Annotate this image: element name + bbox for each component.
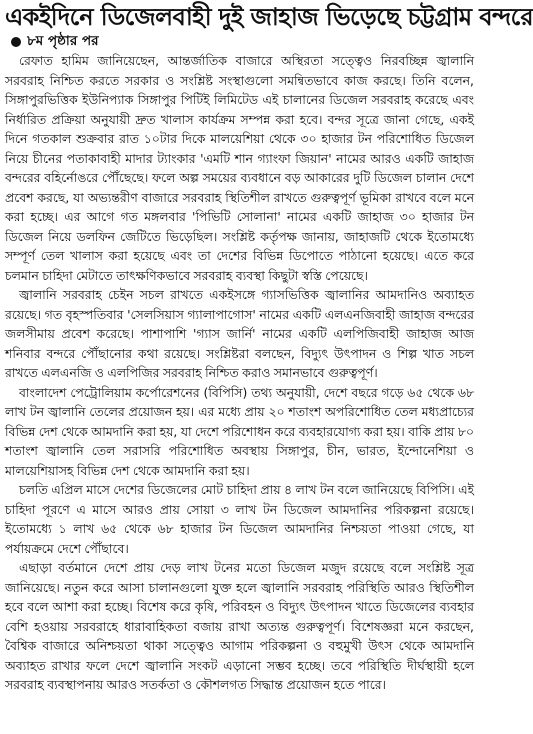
continued-from-label: ৮ম পৃষ্ঠার পর [27, 33, 99, 49]
paragraph: বাংলাদেশ পেট্রোলিয়াম কর্পোরেশনের (বিপিসি) তথ্য অনুযায়ী, দেশে বছরে গড়ে ৬৫ থেকে ৬৮ লাখ টন জ্বালানি তেলের প্রয়োজন হয়। এর মধ্যে প্রায় ২০ শতাংশ অপরিশোধিত তেল মধ্যপ্রাচ্যের বিভিন্ন দেশ থেকে আমদানি করা হয়, যা দেশে পরিশোধন করে ব্যবহারযোগ্য করা হয়। বাকি প্রায় ৮০ শতাংশ জ্বালানি তেল সরাসরি পরিশোধিত অবস্থায় সিঙ্গাপুর, চীন, ভারত, ইন্দোনেশিয়া ও মালয়েশিয়াসহ বিভিন্ন দেশ থেকে আমদানি করা হয়। [5, 384, 474, 478]
continued-from-line [11, 33, 474, 50]
paragraph: জ্বালানি সরবরাহ চেইন সচল রাখতে একইসঙ্গে গ্যাসভিত্তিক জ্বালানির আমদানিও অব্যাহত রয়েছে। গত বৃহস্পতিবার 'সেলসিয়াস গ্যালাপাগোস' নামের একটি এলএনজিবাহী জাহাজ বন্দরের জলসীমায় প্রবেশ করেছে। পাশাপাশি 'গ্যাস জার্নি' নামের একটি এলপিজিবাহী জাহাজ আজ শনিবার বন্দরে পৌঁছানোর কথা রয়েছে। সংশ্লিষ্টরা বলছেন, বিদ্যুৎ উৎপাদন ও শিল্প খাত সচল রাখতে এলএনজি ও এলপিজির সরবরাহ নিশ্চিত করাও সমানভাবে গুরুত্বপূর্ণ। [5, 287, 474, 380]
paragraph: চলতি এপ্রিল মাসে দেশের ডিজেলের মোট চাহিদা প্রায় ৪ লাখ টন বলে জানিয়েছে বিপিসি। এই চাহিদা পূরণে এ মাসে আরও প্রায় সোয়া ৩ লাখ টন ডিজেল আমদানির পরিকল্পনা রয়েছে। ইতোমধ্যে ১ লাখ ৬৫ থেকে ৬৮ হাজার টন ডিজেল আমদানির নিশ্চয়তা পাওয়া গেছে, যা পর্যায়ক্রমে দেশে পৌঁছাবে। [5, 482, 474, 556]
news-clipping [0, 2, 533, 734]
headline: একইদিনে ডিজেলবাহী দুই জাহাজ ভিড়েছে চট্টগ্রাম বন্দরে [5, 3, 533, 31]
bullet-icon [11, 37, 21, 47]
article-body [5, 51, 474, 695]
paragraph: এছাড়া বর্তমানে দেশে প্রায় দেড় লাখ টনের মতো ডিজেল মজুদ রয়েছে বলে সংশ্লিষ্ট সূত্র জানিয়েছে। নতুন করে আসা চালানগুলো যুক্ত হলে জ্বালানি সরবরাহ পরিস্থিতি আরও স্থিতিশীল হবে বলে আশা করা হচ্ছে। বিশেষ করে কৃষি, পরিবহন ও বিদ্যুৎ উৎপাদন খাতে ডিজেলের ব্যবহার বেশি হওয়ায় সরবরাহে ধারাবাহিকতা বজায় রাখা অত্যন্ত গুরুত্বপূর্ণ। বিশেষজ্ঞরা মনে করছেন, বৈশ্বিক বাজারে অনিশ্চয়তা থাকা সত্ত্বেও আগাম পরিকল্পনা ও বহুমুখী উৎস থেকে আমদানি অব্যাহত রাখার ফলে দেশে জ্বালানি সংকট এড়ানো সম্ভব হচ্ছে। তবে পরিস্থিতি দীর্ঘস্থায়ী হলে সরবরাহ ব্যবস্থাপনায় আরও সতর্কতা ও কৌশলগত সিদ্ধান্ত প্রয়োজন হতে পারে। [5, 560, 474, 692]
paragraph: রেফাত হামিম জানিয়েছেন, আন্তর্জাতিক বাজারে অস্থিরতা সত্ত্বেও নিরবচ্ছিন্ন জ্বালানি সরবরাহ নিশ্চিত করতে সরকার ও সংশ্লিষ্ট সংস্থাগুলো সমন্বিতভাবে কাজ করছে। তিনি বলেন, সিঙ্গাপুরভিত্তিক ইউনিপ্যাক সিঙ্গাপুর পিটিই লিমিটেড এই চালানের ডিজেল সরবরাহ করেছে এবং নির্ধারিত প্রক্রিয়া অনুযায়ী দ্রুত খালাস কার্যক্রম সম্পন্ন করা হবে। বন্দর সূত্রে জানা গেছে, একই দিনে গতকাল শুক্রবার রাত ১০টার দিকে মালয়েশিয়া থেকে ৩০ হাজার টন পরিশোধিত ডিজেল নিয়ে চীনের পতাকাবাহী মাদার ট্যাংকার 'এমটি শান গ্যাংফা জিয়ান' নামের আরও একটি জাহাজ বন্দরের বহির্নোঙরে পৌঁছেছে। ফলে অল্প সময়ের ব্যবধানে বড় আকারের দুটি ডিজেল চালান দেশে প্রবেশ করছে, যা অভ্যন্তরীণ বাজারে সরবরাহ স্থিতিশীল রাখতে গুরুত্বপূর্ণ ভূমিকা রাখবে বলে মনে করা হচ্ছে। এর আগে গত মঙ্গলবার 'পিভিটি সোলানা' নামের একটি জাহাজ ৩০ হাজার টন ডিজেল নিয়ে ডলফিন জেটিতে ভিড়েছিল। সংশ্লিষ্ট কর্তৃপক্ষ জানায়, জাহাজটি থেকে ইতোমধ্যে সম্পূর্ণ তেল খালাস করা হয়েছে এবং তা দেশের বিভিন্ন ডিপোতে পাঠানো হয়েছে। এতে করে চলমান চাহিদা মেটাতে তাৎক্ষণিকভাবে সরবরাহ ব্যবস্থা কিছুটা স্বস্তি পেয়েছে। [5, 53, 474, 283]
